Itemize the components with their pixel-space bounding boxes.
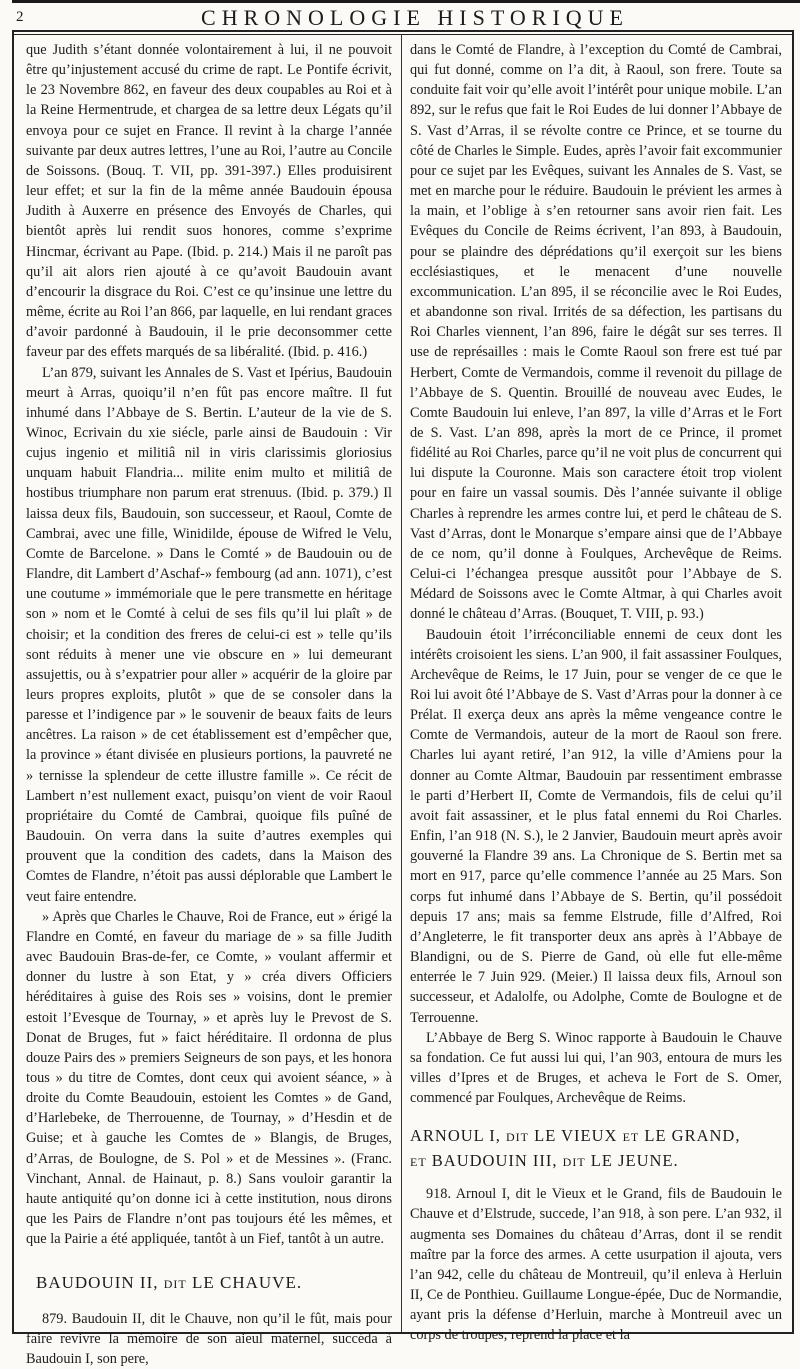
paragraph: 879. Baudouin II, dit le Chauve, non qu’il le fût, mais pour faire revivre la mémoire de son aieul maternel, succéda à Baudouin I, son pere, [26,1310,392,1367]
running-title: CHRONOLOGIE HISTORIQUE [201,5,629,30]
paragraph: dans le Comté de Flandre, à l’exception du Comté de Cambrai, qui fut donné, comme on l’a dit, à Raoul, son frere. Toute sa conduite fait voir qu’elle avoit l’intérêt pour unique mobile. L’an 892, sur le refus que fait le Roi Eudes de lui donner l’Abbaye de S. Vast d’Arras, il se révolte contre ce Prince, et se tourne du côté de Charles le Simple. Eudes, après l’avoir fait excommunier pour ce sujet par les Evêques, suivant les Annales de S. Vast, se met en marche pour le réduire. Baudouin le prévient les armes à la main, et l’oblige à s’en retourner sans avoir rien fait. Les Evêques du Concile de Reims écrivent, l’an 893, à Baudouin, pour se plaindre des déprédations qu’il exerçoit sur les biens ecclésiastiques, et le menacent d’une nouvelle excommunication. L’an 895, il se réconcilie avec le Roi Eudes, et abandonne son rival. Irrités de sa défection, les partisans du Roi Charles viennent, l’an 896, faire le dégât sur ses terres. Il use de représailles : mais le Comte Raoul son frere est tué par Herbert, Comte de Vermandois, comme il revenoit du pillage de l’Abbaye de S. Quentin. Brouillé de nouveau avec Eudes, le Comte Baudouin lui enleve, l’an 897, la ville d’Arras et le Fort de S. Vast. L’an 898, après la mort de ce Prince, il promet fidélité au Roi Charles, parce qu’il ne voit plus de concurrent qui lui dispute la Couronne. Mais son caractere étoit trop violent pour en faire un vassal soumis. Dès l’année suivante il oblige Charles à reprendre les armes contre lui, et perd le château de S. Vast d’Arras, dont le Monarque s’empare ainsi que de l’Abbaye de ce nom, qu’il donne à Foulques, Archevêque de Reims. Celui-ci l’échangea presque aussitôt pour l’Abbaye de S. Médard de Soissons avec le Comte Altmar, à qui Charles avoit donné le château d’Arras. (Bouquet, T. VIII, p. 93.) [410,42,782,623]
paragraph: 918. Arnoul I, dit le Vieux et le Grand, fils de Baudouin le Chauve et d’Elstrude, succede, l’an 918, à son pere. L’an 932, il augmenta ses Domaines du château d’Arras, dont il se rendit maître par la force des armes. A cette usurpation il ajouta, vers l’an 942, celle du château de Montreuil, qu’il enleva à Herluin II, Ce de Ponthieu. Guillaume Longue-épée, Duc de Normandie, ayant pris la défense d’Herluin, marche à Montreuil avec un corps de troupes, reprend la place et la [410,1186,782,1344]
left-column [26,40,392,1369]
page-number: 2 [16,9,24,25]
section-heading-baudouin-ii: BAUDOUIN II, DIT LE CHAUVE. [36,1273,303,1293]
page-header [0,3,800,30]
paragraph: L’an 879, suivant les Annales de S. Vast et Ipérius, Baudouin meurt à Arras, quoiqu’il n’en fût pas encore maître. Il fut inhumé dans l’Abbaye de S. Bertin. L’auteur de la vie de S. Winoc, Ecrivain du xie siécle, parle ainsi de Baudouin : Vir cujus ingenio et militiâ nil in viris clarissimis gloriosius unquam habuit Flandria... milite enim multo et militiâ de hostibus triumphare non parum erat strenuus. (Ibid. p. 379.) Il laissa deux fils, Baudouin, son successeur, et Raoul, Comte de Cambrai, avec une fille, Winidilde, épouse de Wifred le Velu, Comte de Barcelone. » Dans le Comté » de Baudouin ou de Flandre, dit Lambert d’Aschaf-» fembourg (ad ann. 1071), c’est une coutume » immémoriale que le pere transmette en héritage son » nom et le Comté à celui de ses fils qu’il lui plaît » de choisir; et la condition des freres de celui-ci est » telle qu’ils sont réduits à mener une vie obscure en » lui demeurant assujettis, ou à s’expatrier pour aller » acquérir de la gloire par leurs propres exploits, plutôt » que de se consoler dans la paresse et l’indigence par » le souvenir de beaux faits de leurs ancêtres. La raison » de cet établissement est d’empêcher que, la province » étant divisée en plusieurs portions, la pauvreté ne » ternisse la splendeur de cette illustre famille ». Ce récit de Lambert n’est nullement exact, puisqu’on vient de voir Raoul propriétaire du Comté de Cambrai, quoique fils puîné de Baudouin. On verra dans la suite d’autres exemples qui prouvent que la condition des cadets, dans la Maison des Comtes de Flandre, n’étoit pas aussi déplorable que Lambert le veut faire entendre. [26,364,392,905]
section-heading-arnoul-i: ARNOUL I, DIT LE VIEUX ET LE GRAND, ET BAUDOUIN III, DIT LE JEUNE. [410,1126,741,1171]
paragraph: L’Abbaye de Berg S. Winoc rapporte à Baudouin le Chauve sa fondation. Ce fut aussi lui qui, l’an 903, entoura de murs les villes d’Ipres et de Bruges, et acheva le Fort de S. Omer, commencé par Foulques, Archevêque de Reims. [410,1029,782,1107]
paragraph: que Judith s’étant donnée volontairement à lui, il ne pouvoit être qu’injustement accusé du crime de rapt. Le Pontife écrivit, le 23 Novembre 862, en faveur des deux coupables au Roi et à la Reine Hermentrude, et chargea de sa lettre deux Légats qu’il envoya pour ce sujet en France. Il revint à la charge l’année suivante par deux autres lettres, l’une au Roi, l’autre au Concile de Soissons. (Bouq. T. VII, pp. 391-397.) Elles produisirent leur effet; et sur la fin de la même année Baudouin épousa Judith à Auxerre en présence des Envoyés de Charles, qui bientôt après lui rendit suos honores, comme s’exprime Hincmar, écrivant au Pape. (Ibid. p. 214.) Mais il ne paroît pas qu’il ait alors rien ajouté à ce qu’avoit Baudouin avant d’encourir la disgrace du Roi. C’est ce qu’insinue une lettre du même, écrite au Roi l’an 866, par laquelle, en lui rendant graces d’avoir pardonné à Baudouin, il le prie deconsommer cette faveur par des effets marqués de sa libéralité. (Ibid. p. 416.) [26,42,393,361]
header-rule-thin [12,34,794,35]
left-border [12,30,14,1334]
paragraph: Baudouin étoit l’irréconciliable ennemi de ceux dont les intérêts croisoient les siens. L’an 900, il fait assassiner Foulques, Archevêque de Reims, le 17 Juin, pour se venger de ce que le Roi lui avoit ôté l’Abbaye de S. Vast d’Arras pour la donner à ce Prélat. Il exerça deux ans après la même vengeance contre le Comte de Vermandois, auteur de la mort de Raoul son frere. Charles lui ayant retiré, l’an 912, la ville d’Amiens pour la donner au Comte Altmar, Baudouin par ressentiment embrasse le parti d’Herbert II, Comte de Vermandois, fils de celui qu’il avoit fait assassiner, et le plus fatal ennemi du Roi Charles. Enfin, l’an 918 (N. S.), le 2 Janvier, Baudouin meurt après avoir gouverné la Flandre 39 ans. La Chronique de S. Bertin met sa mort en 917, parce qu’elle commence l’année au 25 Mars. Son corps fut inhumé dans l’Abbaye de S. Bertin, qu’il possédoit depuis 17 ans; mais sa femme Elstrude, fille d’Alfred, Roi d’Angleterre, le fit transporter deux ans après à l’Abbaye de Blandigni, ou de S. Pierre de Gand, où elle fut elle-même enterrée le 7 Juin 929. (Meier.) Il laissa deux fils, Arnoul son successeur, et Adalolfe, ou Adolphe, Comte de Boulogne et de Terrouenne. [410,626,782,1026]
column-divider [401,34,402,1332]
header-rule [12,30,794,32]
right-border [792,30,794,1334]
paragraph: » Après que Charles le Chauve, Roi de France, eut » érigé la Flandre en Comté, en faveur du mariage de » sa fille Judith avec Baudouin Bras-de-fer, ce Comte, » voulant affermir et donner du lustre à son Etat, y » créa divers Officiers héréditaires à guise des Rois ses » voisins, dont le premier estoit l’Evesque de Tournay, » et après luy le Prevost de S. Donat de Bruges, fut » faict héréditaire. Il ordonna de plus douze Pairs des » premiers Seigneurs de son pays, et les honora tous » du titre de Comtes, dont ceux qui avoient séance, » à droite du Comte Beaudouin, estoient les Comtes » de Gand, d’Harlebeke, de Therrouenne, de Tournay, » d’Hesdin et de Guise; et à gauche les Comtes de » Blangis, de Bruges, d’Arras, de Boulogne, de S. Pol » et de Messines ». (Franc. Vinchant, Annal. de Hainaut, p. 8.) Sans vouloir garantir la haute antiquité qu’on donne ici à cette institution, nous dirons que les Pairs de Flandre n’ont pas toujours été les mêmes, et que la Pairie a été appliquée, tantôt à un Fief, tantôt à un autre. [26,908,392,1248]
right-column [410,40,782,1346]
